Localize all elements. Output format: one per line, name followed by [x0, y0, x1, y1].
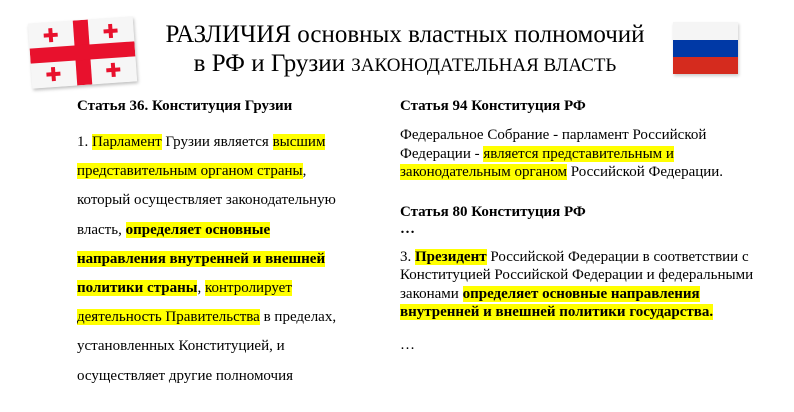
- russia-flag-icon: [673, 22, 738, 74]
- russia-article-94-heading: Статья 94 Конституция РФ: [400, 98, 586, 114]
- highlight-controls-government: контролирует деятельность Правительства: [77, 280, 292, 326]
- text-segment: Российской Федерации.: [567, 164, 724, 180]
- highlight-highest-body: высшим представительным органом страны: [77, 134, 326, 180]
- text-segment: ,: [197, 280, 205, 297]
- title-line-2-subtitle: ЗАКОНОДАТЕЛЬНАЯ ВЛАСТЬ: [351, 55, 617, 76]
- text-segment: Федеральное Собрание - парламент Российской Федерации -: [400, 127, 707, 162]
- title-line-2: [140, 49, 670, 80]
- highlight-representative-body: является представительным и законодательным органом: [400, 145, 674, 180]
- highlight-parliament: Парламент: [92, 134, 162, 150]
- text-segment: Российской Федерации в соответствии с Конституцией Российской Федерации и федеральными законами: [400, 248, 754, 302]
- georgia-flag-graphic: [28, 16, 137, 88]
- paragraph-number: 1.: [77, 134, 92, 150]
- russia-article-80-text: [400, 248, 760, 322]
- paragraph-number: 3.: [400, 248, 415, 265]
- highlight-policy-directions: определяет основные направления внутренней и внешней политики страны: [77, 221, 326, 297]
- russia-article-94-text: [400, 126, 760, 182]
- highlight-president: Президент: [415, 248, 487, 265]
- title-line-2-main: в РФ и Грузии: [193, 50, 345, 77]
- russia-flag-graphic: [673, 22, 738, 74]
- russia-article-80-heading: Статья 80 Конституция РФ: [400, 203, 586, 220]
- georgia-article-text: [77, 128, 357, 391]
- georgia-article-heading: Статья 36. Конституция Грузии: [77, 98, 293, 114]
- text-segment: Грузии является: [161, 134, 273, 150]
- text-segment: , который осуществляет законодательную власть,: [77, 163, 336, 238]
- russia-column: [400, 98, 760, 354]
- page-title: [140, 20, 670, 80]
- text-segment: в пределах, установленных Конституцией, и осуществляет другие полномочия: [77, 309, 337, 384]
- ellipsis: …: [400, 220, 415, 237]
- title-line-1: РАЗЛИЧИЯ основных властных полномочий: [165, 21, 645, 48]
- georgia-column: [77, 98, 357, 391]
- georgia-flag-icon: [28, 16, 137, 88]
- highlight-policy-directions: определяет основные направления внутренней и внешней политики государства.: [400, 285, 714, 320]
- ellipsis: …: [400, 336, 415, 353]
